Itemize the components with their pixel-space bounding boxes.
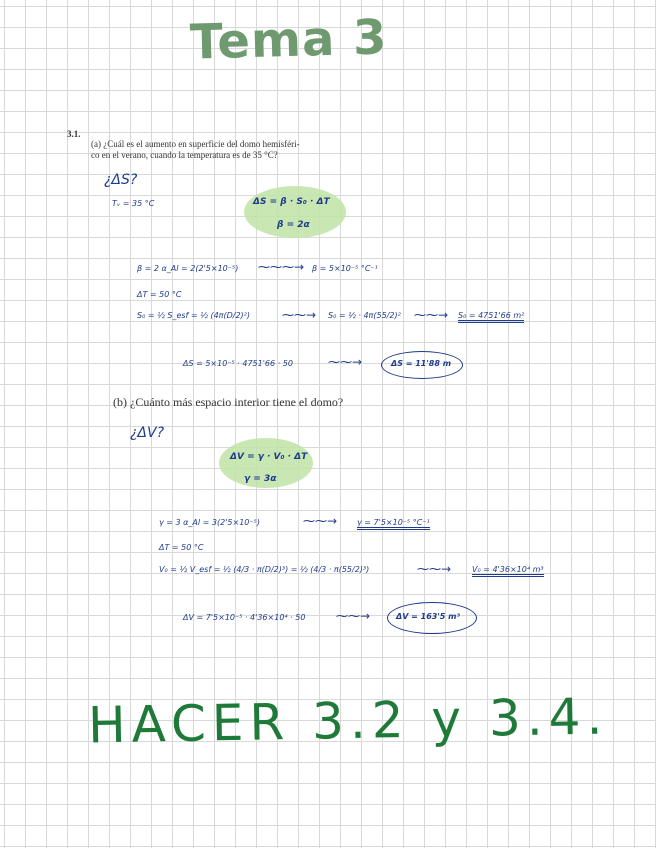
arrow-squiggle: ⁓⁓⁓→ [258,260,305,274]
temperature-summer: Tᵥ = 35 °C [112,199,155,208]
part-a-line1: (a) ¿Cuál es el aumento en superficie del domo hemisféri- [91,139,300,149]
formula-dv: ΔV = γ · V₀ · ΔT [230,452,308,462]
s0-calculation: S₀ = ½ S_esf = ½ (4π(D/2)²) [137,311,250,320]
ds-result: ΔS = 11'88 m [391,359,452,368]
s0-result: S₀ = 4751'66 m² [458,311,524,323]
ds-calculation: ΔS = 5×10⁻⁵ · 4751'66 · 50 [183,359,293,368]
question-delta-v: ¿ΔV? [130,425,165,441]
gamma-result: γ = 7'5×10⁻⁵ °C⁻¹ [357,518,430,530]
problem-number: 3.1. [67,129,81,139]
homework-note: HACER 3.2 y 3.4. [87,687,609,755]
delta-t-a: ΔT = 50 °C [137,290,182,299]
v0-calculation: V₀ = ½ V_esf = ½ (4/3 · π(D/2)³) = ½ (4/3 · π(55/2)³) [159,565,370,574]
arrow-squiggle: ⁓⁓→ [303,514,338,528]
dv-calculation: ΔV = 7'5×10⁻⁵ · 4'36×10⁴ · 50 [183,613,306,622]
part-b-question: (b) ¿Cuánto más espacio interior tiene el domo? [113,395,344,409]
arrow-squiggle: ⁓⁓→ [336,609,371,623]
arrow-squiggle: ⁓⁓→ [417,562,452,576]
s0-middle: S₀ = ½ · 4π(55/2)² [328,311,401,320]
beta-result: β = 5×10⁻⁵ °C⁻¹ [312,264,378,273]
delta-t-b: ΔT = 50 °C [159,543,204,552]
formula-beta: β = 2α [277,220,310,230]
arrow-squiggle: ⁓⁓→ [328,355,363,369]
page-title: Tema 3 [189,9,389,71]
formula-ds: ΔS = β · S₀ · ΔT [253,197,330,207]
v0-result: V₀ = 4'36×10⁴ m³ [472,565,544,577]
part-a-line2: co en el verano, cuando la temperatura es de 35 °C? [91,150,278,160]
question-delta-s: ¿ΔS? [104,172,138,188]
beta-calculation: β = 2 α_Al = 2(2'5×10⁻⁵) [137,264,239,273]
gamma-calculation: γ = 3 α_Al = 3(2'5×10⁻⁵) [159,518,260,527]
arrow-squiggle: ⁓⁓→ [414,308,449,322]
highlight-formula-a [244,186,346,238]
formula-gamma: γ = 3α [244,474,277,484]
arrow-squiggle: ⁓⁓→ [282,308,317,322]
dv-result: ΔV = 163'5 m³ [396,612,460,621]
